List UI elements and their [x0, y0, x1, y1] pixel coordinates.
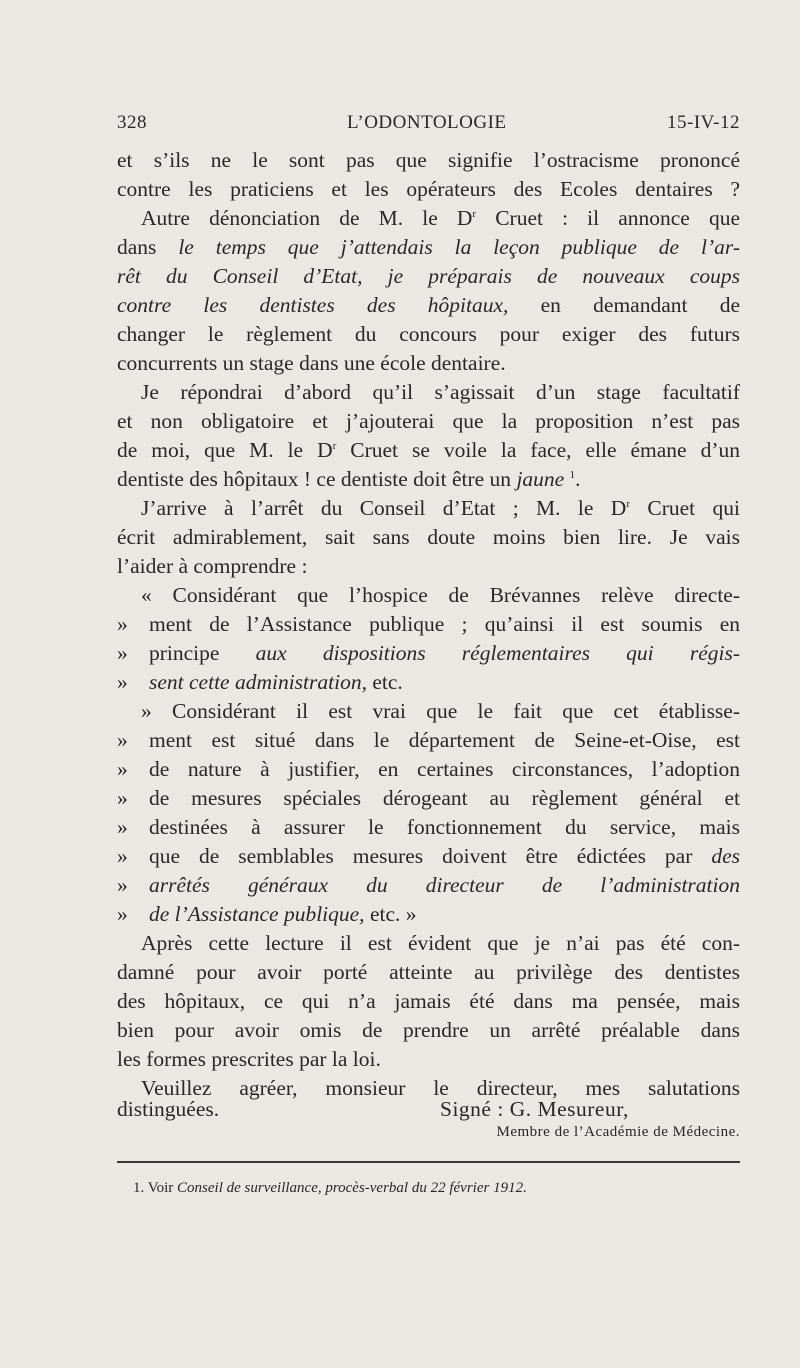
quote-mark: » — [117, 786, 128, 810]
footnote-number: 1. — [133, 1180, 145, 1196]
text-segment: et non obligatoire et j’ajouterai que la proposition n’est pas — [117, 409, 740, 433]
text-segment: ment est situé dans le département de Seine-et-Oise, est — [149, 728, 740, 752]
text-segment: Veuillez agréer, monsieur le directeur, mes salutations — [141, 1076, 740, 1100]
text-segment: Autre dénonciation de M. le D — [141, 206, 473, 230]
footnote — [133, 1180, 527, 1197]
text-segment: de moi, que M. le D — [117, 438, 333, 462]
text-segment: écrit admirablement, sait sans doute moins bien lire. Je vais — [117, 525, 740, 549]
text-line — [117, 610, 740, 639]
text-segment: ment de l’Assistance publique ; qu’ainsi il est soumis en — [149, 612, 740, 636]
footnote-text: Conseil de surveillance, procès-verbal du 22 février 1912. — [177, 1180, 527, 1196]
text-segment: rêt du Conseil d’Etat, je préparais de nouveaux coups — [117, 264, 740, 288]
text-line — [117, 639, 740, 668]
superscript: r — [332, 440, 337, 452]
quote-mark: » — [117, 873, 128, 897]
text-line — [117, 175, 740, 204]
text-line — [117, 465, 740, 494]
text-line — [117, 697, 740, 726]
text-segment: que de semblables mesures doivent être édictées par — [149, 844, 712, 868]
text-line — [117, 523, 740, 552]
quote-mark: » — [117, 902, 128, 926]
text-segment: Je répondrai d’abord qu’il s’agissait d’un stage facultatif — [141, 380, 740, 404]
page-number: 328 — [117, 112, 147, 133]
text-segment: des hôpitaux, ce qui n’a jamais été dans ma pensée, mais — [117, 989, 740, 1013]
text-segment: Cruet : il annonce que — [476, 206, 740, 230]
text-line — [117, 494, 740, 523]
superscript: r — [472, 208, 477, 220]
text-line — [117, 291, 740, 320]
text-line — [117, 842, 740, 871]
text-line — [117, 987, 740, 1016]
quote-mark: » — [117, 815, 128, 839]
text-line — [117, 581, 740, 610]
text-line — [117, 1045, 740, 1074]
text-segment: contre les dentistes des hôpitaux, — [117, 293, 509, 317]
issue-date: 15-IV-12 — [667, 112, 740, 133]
text-segment: concurrents un stage dans une école dentaire. — [117, 351, 506, 375]
text-segment: « Considérant que l’hospice de Brévannes relève directe- — [141, 583, 740, 607]
text-segment: le temps que j’attendais la leçon publique de l’ar- — [178, 235, 740, 259]
text-segment: aux dispositions réglementaires qui régis- — [255, 641, 740, 665]
text-line — [117, 436, 740, 465]
signed-name: Signé : G. Mesureur, — [440, 1097, 629, 1121]
text-segment: l’aider à comprendre : — [117, 554, 308, 578]
text-line — [117, 871, 740, 900]
text-line — [117, 813, 740, 842]
text-segment: damné pour avoir porté atteinte au privilège des dentistes — [117, 960, 740, 984]
text-segment: des — [711, 844, 740, 868]
text-segment: Cruet se voile la face, elle émane d’un — [336, 438, 740, 462]
text-line — [117, 349, 740, 378]
text-segment: de l’Assistance publique, — [149, 902, 365, 926]
quote-mark: » — [117, 728, 128, 752]
text-line — [117, 262, 740, 291]
footnote-divider — [117, 1161, 740, 1163]
text-line — [117, 900, 740, 929]
text-segment: contre les praticiens et les opérateurs des Ecoles dentaires ? — [117, 177, 740, 201]
quote-mark: » — [117, 757, 128, 781]
footnote-prefix: Voir — [147, 1180, 174, 1196]
text-segment: sent cette administration, — [149, 670, 367, 694]
closing-word: distinguées. — [117, 1097, 220, 1121]
text-segment: J’arrive à l’arrêt du Conseil d’Etat ; M. le D — [141, 496, 627, 520]
text-line — [117, 726, 740, 755]
text-segment: et s’ils ne le sont pas que signifie l’ostracisme prononcé — [117, 148, 740, 172]
signature-block — [117, 1095, 740, 1124]
text-segment: changer le règlement du concours pour exiger des futurs — [117, 322, 740, 346]
text-segment: bien pour avoir omis de prendre un arrêté préalable dans — [117, 1018, 740, 1042]
text-segment: destinées à assurer le fonctionnement du service, mais — [149, 815, 740, 839]
text-segment: . — [575, 467, 581, 491]
text-segment: de mesures spéciales dérogeant au règlement général et — [149, 786, 740, 810]
quote-mark: » — [117, 844, 128, 868]
text-segment: jaune — [516, 467, 565, 491]
text-line — [117, 929, 740, 958]
text-segment: en demandant de — [508, 293, 740, 317]
text-line — [117, 233, 740, 262]
text-line — [117, 552, 740, 581]
body-text — [117, 146, 740, 1103]
journal-title: L’ODONTOLOGIE — [347, 112, 507, 133]
text-line — [117, 407, 740, 436]
text-segment: dentiste des hôpitaux ! ce dentiste doit être un — [117, 467, 517, 491]
text-line — [117, 668, 740, 697]
quote-mark: » — [117, 612, 128, 636]
signatory-title: Membre de l’Académie de Médecine. — [496, 1124, 740, 1140]
text-segment: Cruet qui — [630, 496, 740, 520]
text-segment: etc. — [366, 670, 403, 694]
text-line — [117, 1016, 740, 1045]
superscript: r — [626, 498, 630, 510]
text-segment: principe — [149, 641, 256, 665]
text-line — [117, 958, 740, 987]
text-segment: » Considérant il est vrai que le fait que cet établisse- — [141, 699, 740, 723]
quote-mark: » — [117, 670, 128, 694]
text-segment: de nature à justifier, en certaines circonstances, l’adoption — [149, 757, 740, 781]
text-segment: arrêtés généraux du directeur de l’administration — [149, 873, 740, 897]
text-segment: dans — [117, 235, 179, 259]
text-segment: Après cette lecture il est évident que je n’ai pas été con- — [141, 931, 740, 955]
text-line — [117, 755, 740, 784]
text-line — [117, 204, 740, 233]
text-line — [117, 146, 740, 175]
text-line — [117, 378, 740, 407]
text-line — [117, 784, 740, 813]
text-segment: etc. » — [364, 902, 417, 926]
quote-mark: » — [117, 641, 128, 665]
text-segment: les formes prescrites par la loi. — [117, 1047, 381, 1071]
text-line — [117, 320, 740, 349]
superscript: 1 — [569, 469, 576, 481]
